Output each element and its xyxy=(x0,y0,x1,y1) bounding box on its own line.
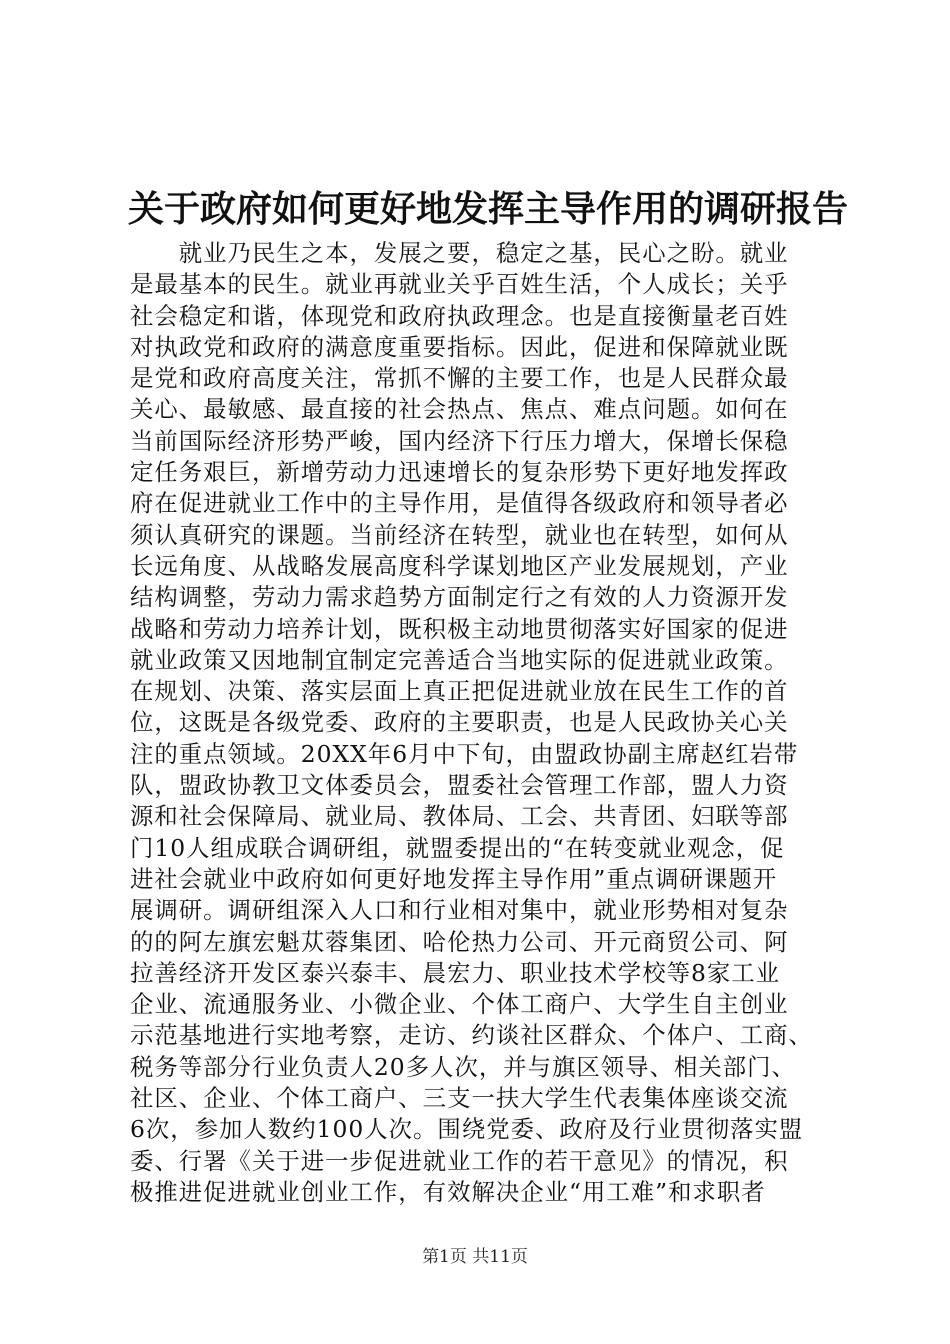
text-line: 社区、企业、个体工商户、三支一扶大学生代表集体座谈交流 xyxy=(130,1084,789,1113)
text-line: 当前国际经济形势严峻，国内经济下行压力增大，保增长保稳 xyxy=(130,426,789,455)
text-line: 长远角度、从战略发展高度科学谋划地区产业发展规划，产业 xyxy=(130,551,789,580)
text-line: 须认真研究的课题。当前经济在转型，就业也在转型，如何从 xyxy=(130,520,789,549)
body-paragraph xyxy=(130,238,850,1208)
text-line: 委、行署《关于进一步促进就业工作的若干意见》的情况，积 xyxy=(130,1146,789,1175)
text-line: 是最基本的民生。就业再就业关乎百姓生活，个人成长；关乎 xyxy=(130,270,789,299)
text-line: 注的重点领域。20XX年6月中下旬，由盟政协副主席赵红岩带 xyxy=(130,739,799,768)
text-line: 定任务艰巨，新增劳动力迅速增长的复杂形势下更好地发挥政 xyxy=(130,458,789,487)
text-line: 位，这既是各级党委、政府的主要职责，也是人民政协关心关 xyxy=(130,708,789,737)
text-line: 战略和劳动力培养计划，既积极主动地贯彻落实好国家的促进 xyxy=(130,614,789,643)
text-line: 拉善经济开发区泰兴泰丰、晨宏力、职业技术学校等8家工业 xyxy=(130,958,781,987)
page-footer: 第1页 共11页 xyxy=(422,1247,528,1267)
text-line: 进社会就业中政府如何更好地发挥主导作用”重点调研课题开 xyxy=(130,864,778,893)
document-title: 关于政府如何更好地发挥主导作用的调研报告 xyxy=(128,188,849,230)
text-line: 极推进促进就业创业工作，有效解决企业“用工难”和求职者 xyxy=(130,1177,766,1206)
text-line: 队，盟政协教卫文体委员会，盟委社会管理工作部，盟人力资 xyxy=(130,771,789,800)
text-line: 示范基地进行实地考察，走访、约谈社区群众、个体户、工商、 xyxy=(130,1021,813,1050)
text-line: 是党和政府高度关注，常抓不懈的主要工作，也是人民群众最 xyxy=(130,364,789,393)
text-line: 社会稳定和谐，体现党和政府执政理念。也是直接衡量老百姓 xyxy=(130,301,789,330)
text-line: 就业政策又因地制宜制定完善适合当地实际的促进就业政策。 xyxy=(130,645,789,674)
text-line: 展调研。调研组深入人口和行业相对集中，就业形势相对复杂 xyxy=(130,896,789,925)
text-line: 门10人组成联合调研组，就盟委提出的“在转变就业观念，促 xyxy=(130,833,785,862)
text-line: 税务等部分行业负责人20多人次，并与旗区领导、相关部门、 xyxy=(130,1052,796,1081)
text-line: 在规划、决策、落实层面上真正把促进就业放在民生工作的首 xyxy=(130,677,789,706)
text-line: 的的阿左旗宏魁苁蓉集团、哈伦热力公司、开元商贸公司、阿 xyxy=(130,927,789,956)
text-line: 6次，参加人数约100人次。围绕党委、政府及行业贯彻落实盟 xyxy=(130,1115,804,1144)
text-line: 关心、最敏感、最直接的社会热点、焦点、难点问题。如何在 xyxy=(130,395,789,424)
text-line: 源和社会保障局、就业局、教体局、工会、共青团、妇联等部 xyxy=(130,802,789,831)
text-line: 结构调整，劳动力需求趋势方面制定行之有效的人力资源开发 xyxy=(130,583,789,612)
text-line: 对执政党和政府的满意度重要指标。因此，促进和保障就业既 xyxy=(130,332,789,361)
text-line: 企业、流通服务业、小微企业、个体工商户、大学生自主创业 xyxy=(130,990,789,1019)
text-line: 就业乃民生之本，发展之要，稳定之基，民心之盼。就业 xyxy=(130,239,789,267)
text-line: 府在促进就业工作中的主导作用，是值得各级政府和领导者必 xyxy=(130,489,789,518)
